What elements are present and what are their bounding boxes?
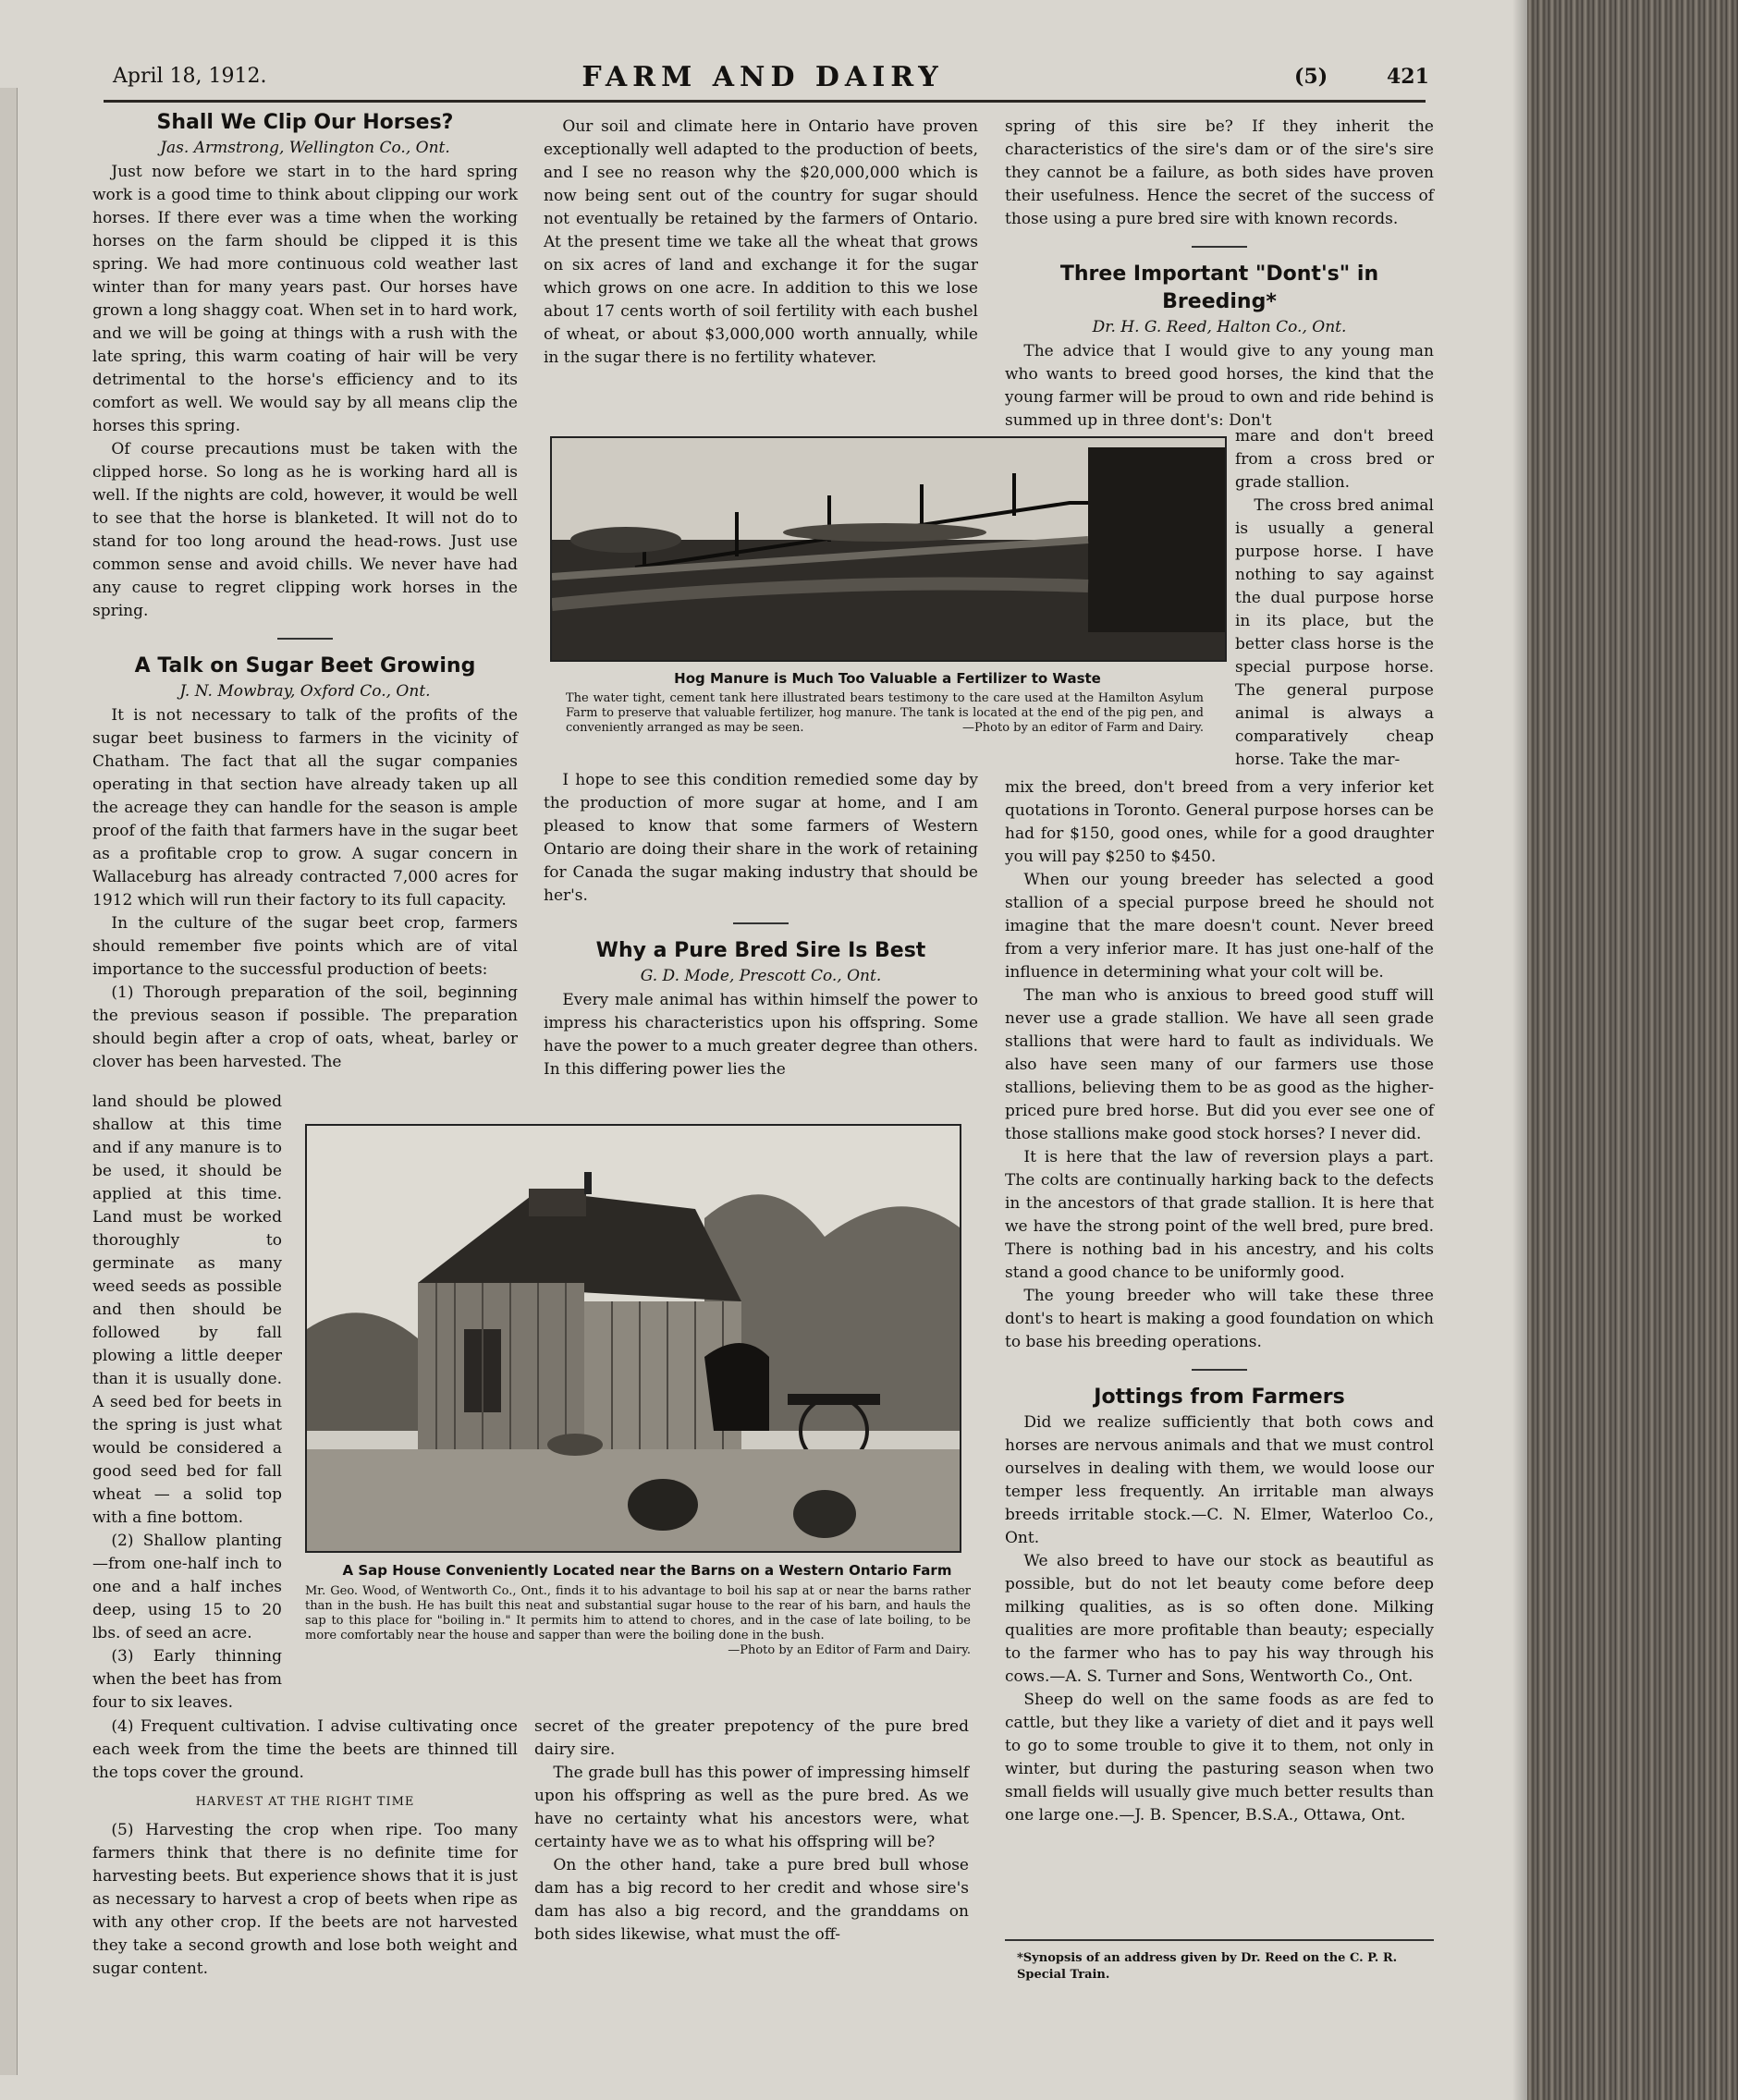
caption-text-sap-house: Mr. Geo. Wood, of Wentworth Co., Ont., finds it to his advantage to boil his sap at or near the barns rather than in the bush. He has built this neat and substantial sugar house to the rear of his barn, and hauls the sap to this place for "boiling in." It permits him to attend to chores, and in the case of late boiling, to be more comfortably near the house and sapper than were the boiling done in the bush. —Photo by an Editor of Farm and Dairy. <box>305 1584 971 1657</box>
divider <box>1192 1369 1247 1371</box>
paragraph: When our young breeder has selected a good stallion of a special purpose breed he should not imagine that the mare doesn't count. Never breed from a very inferior mare. It has just one-half of the influence in determining what your colt will be. <box>1005 871 1434 982</box>
byline-pure-bred-sire: G. D. Mode, Prescott Co., Ont. <box>640 967 882 985</box>
section-number: (5) <box>1294 65 1328 89</box>
paragraph: Our soil and climate here in Ontario have proven exceptionally well adapted to the production of beets, and I see no reason why the $20,000,000 which is now being sent out of the country for sugar should not eventually be retained by the farmers of Ontario. At the present time we take all the wheat that grows on six acres of land and exchange it for the sugar which grows on one acre. In addition to this we lose about 17 cents worth of soil fertility with each bushel of wheat, or about $3,000,000 worth annually, while in the sugar there is no fertility whatever. <box>544 117 978 367</box>
paragraph: Did we realize sufficiently that both cows and horses are nervous animals and that we must control ourselves in dealing with them, we would loose our temper less frequently. An irritable man always breeds irritable stock.—C. N. Elmer, Waterloo Co., Ont. <box>1005 1413 1434 1547</box>
paragraph: The advice that I would give to any young man who wants to breed good horses, the kind that the young farmer will be proud to own and ride behind is summed up in three dont's: Don't <box>1005 342 1434 430</box>
byline-three-donts: Dr. H. G. Reed, Halton Co., Ont. <box>1092 318 1347 336</box>
paragraph: The young breeder who will take these three dont's to heart is making a good foundation on which to base his breeding operations. <box>1005 1287 1434 1351</box>
paragraph: Every male animal has within himself the power to impress his characteristics upon his offspring. Some have the power to a much greater degree than others. In this differing power lies the <box>544 991 978 1079</box>
photo-credit-hog: —Photo by an editor of Farm and Dairy. <box>962 721 1204 735</box>
article-title-sugar-beet: A Talk on Sugar Beet Growing <box>134 654 476 678</box>
paragraph: (3) Early thinning when the beet has from four to six leaves. <box>92 1647 282 1712</box>
article-title-clip-horses: Shall We Clip Our Horses? <box>156 111 454 134</box>
footnote-rule <box>1005 1939 1434 1941</box>
subhead-harvest: HARVEST AT THE RIGHT TIME <box>195 1795 415 1809</box>
column-3-top <box>1005 116 1434 433</box>
caption-text-hog: The water tight, cement tank here illustrated bears testimony to the care used at the Hamilton Asylum Farm to preserve that valuable fertilizer, hog manure. The tank is located at the end of the pig pen, and conveniently arranged as may be seen. —Photo by an editor of Farm and Dairy. <box>566 691 1204 735</box>
paragraph: mix the breed, don't breed from a very inferior ket quotations in Toronto. General purpose horses can be had for $150, good ones, while for a good draughter you will pay $250 to $450. <box>1005 778 1434 866</box>
paragraph: land should be plowed shallow at this time and if any manure is to be used, it should be applied at this time. Land must be worked thoroughly to germinate as many weed seeds as possible and then should be followed by fall plowing a little deeper than it is usually done. A seed bed for beets in the spring is just what would be considered a good seed bed for fall wheat — a solid top with a fine bottom. <box>92 1093 282 1527</box>
paragraph: secret of the greater prepotency of the pure bred dairy sire. <box>534 1717 969 1759</box>
divider <box>733 922 789 924</box>
column-3-middle <box>1005 776 1434 1827</box>
footnote: *Synopsis of an address given by Dr. Reed on the C. P. R. Special Train. <box>1017 1951 1398 1982</box>
masthead: FARM AND DAIRY <box>581 61 944 93</box>
caption-title-hog: Hog Manure is Much Too Valuable a Fertilizer to Waste <box>674 670 1101 687</box>
paragraph: spring of this sire be? If they inherit the characteristics of the sire's dam or of the sire's sire they cannot be a failure, as both sides have proven their usefulness. Hence the secret of the success of those using a pure bred sire with known records. <box>1005 117 1434 228</box>
article-title-pure-bred-sire: Why a Pure Bred Sire Is Best <box>595 939 926 962</box>
paragraph: (5) Harvesting the crop when ripe. Too many farmers think that there is no definite time for harvesting beets. But experience shows that it is just as necessary to harvest a crop of beets when ripe as with any other crop. If the beets are not harvested they take a second growth and lose both weight and sugar content. <box>92 1821 518 1978</box>
column-2-bottom <box>534 1715 969 1947</box>
paragraph: On the other hand, take a pure bred bull whose dam has a big record to her credit and whose sire's dam has also a big record, and the granddams on both sides likewise, what must the off- <box>534 1856 969 1944</box>
paragraph: The cross bred animal is usually a general purpose horse. I have nothing to say against the dual purpose horse in its place, but the better class horse is the special purpose horse. The general purpose animal is always a comparatively cheap horse. Take the mar- <box>1235 496 1434 769</box>
divider <box>1192 246 1247 248</box>
divider <box>277 638 333 640</box>
paragraph: mare and don't breed from a cross bred or grade stallion. <box>1235 427 1434 492</box>
header-rule <box>104 100 1426 103</box>
paragraph: The grade bull has this power of impressing himself upon his offspring as well as the pure bred. As we have no certainty what his ancestors were, what certainty have we as to what his offspring will be? <box>534 1764 969 1851</box>
paragraph: The man who is anxious to breed good stuff will never use a grade stallion. We have all seen grade stallions that were hard to fault as individuals. We also have seen many of our farmers use those stallions, believing them to be as good as the higher-priced pure bred horse. But did you ever see one of those stallions make good stock horses? I never did. <box>1005 986 1434 1143</box>
photo-illustration <box>307 1126 960 1551</box>
column-3-narrow <box>1235 425 1434 772</box>
previous-page-edge <box>0 88 18 2075</box>
photo-sap-house <box>305 1124 961 1553</box>
paragraph: (4) Frequent cultivation. I advise cultivating once each week from the time the beets are thinned till the tops cover the ground. <box>92 1717 518 1782</box>
paragraph: I hope to see this condition remedied some day by the production of more sugar at home, and I am pleased to know that some farmers of Western Ontario are doing their share in the work of retaining for Canada the sugar making industry that should be her's. <box>544 771 978 905</box>
issue-date: April 18, 1912. <box>113 65 267 88</box>
paragraph: Sheep do well on the same foods as are fed to cattle, but they like a variety of diet and it pays well to go to some trouble to give it to them, not only in winter, but during the pasturing season when two small fields will usually give much better results than one large one.—J. B. Spencer, B.S.A., Ottawa, Ont. <box>1005 1691 1434 1825</box>
column-1-bottom <box>92 1715 518 1981</box>
paragraph: Just now before we start in to the hard spring work is a good time to think about clipping our work horses. If there ever was a time when the working horses on the farm should be clipped it is this spring. We had more continuous cold weather last winter than for many years past. Our horses have grown a long shaggy coat. When set in to hard work, and we will be going at things with a rush with the late spring, this warm coating of hair will be very detrimental to the horse's efficiency and to its comfort as well. We would say by all means clip the horses this spring. <box>92 163 518 435</box>
column-1-narrow <box>92 1091 282 1715</box>
paragraph: It is here that the law of reversion plays a part. The colts are continually harking back to the defects in the ancestors of that grade stallion. It is here that we have the strong point of the well bred, pure bred. There is nothing bad in his ancestry, and his colts stand a good chance to be uniformly good. <box>1005 1148 1434 1282</box>
byline-clip-horses: Jas. Armstrong, Wellington Co., Ont. <box>160 139 450 157</box>
byline-sugar-beet: J. N. Mowbray, Oxford Co., Ont. <box>179 682 431 701</box>
column-1 <box>92 109 518 1074</box>
article-title-three-donts: Three Important "Dont's" in Breeding* <box>1059 262 1379 313</box>
photo-hog-manure-tank <box>550 436 1227 662</box>
paragraph: (2) Shallow planting —from one-half inch to one and a half inches deep, using 15 to 20 lbs. of seed an acre. <box>92 1532 282 1642</box>
paragraph: (1) Thorough preparation of the soil, beginning the previous season if possible. The preparation should begin after a crop of oats, wheat, barley or clover has been harvested. The <box>92 983 518 1071</box>
photo-illustration <box>552 438 1225 660</box>
book-binding-edge <box>1527 0 1738 2100</box>
article-title-jottings: Jottings from Farmers <box>1094 1386 1345 1409</box>
column-2-middle <box>544 769 978 1081</box>
page-number: 421 <box>1387 65 1429 89</box>
paragraph: In the culture of the sugar beet crop, farmers should remember five points which are of vital importance to the successful production of beets: <box>92 914 518 979</box>
caption-title-sap-house: A Sap House Conveniently Located near the Barns on a Western Ontario Farm <box>342 1562 952 1579</box>
paragraph: We also breed to have our stock as beautiful as possible, but do not let beauty come before deep milking qualities, as is so often done. Milking qualities are more profitable than beauty; especially to the farmer who has to pay his way through his cows.—A. S. Turner and Sons, Wentworth Co., Ont. <box>1005 1552 1434 1686</box>
paragraph: Of course precautions must be taken with the clipped horse. So long as he is working hard all is well. If the nights are cold, however, it would be well to see that the horse is blanketed. It will not do to stand for too long around the head-rows. Just use common sense and avoid chills. We never have had any cause to regret clipping work horses in the spring. <box>92 440 518 620</box>
paragraph: It is not necessary to talk of the profits of the sugar beet business to farmers in the vicinity of Chatham. The fact that all the sugar companies operating in that section have already taken up all the acreage they can handle for the season is ample proof of the faith that farmers have in the sugar beet as a profitable crop to grow. A sugar concern in Wallaceburg has already contracted 7,000 acres for 1912 which will run their factory to its full capacity. <box>92 706 518 910</box>
column-2-top <box>544 116 978 370</box>
photo-credit-sap-house: —Photo by an Editor of Farm and Dairy. <box>728 1643 971 1657</box>
